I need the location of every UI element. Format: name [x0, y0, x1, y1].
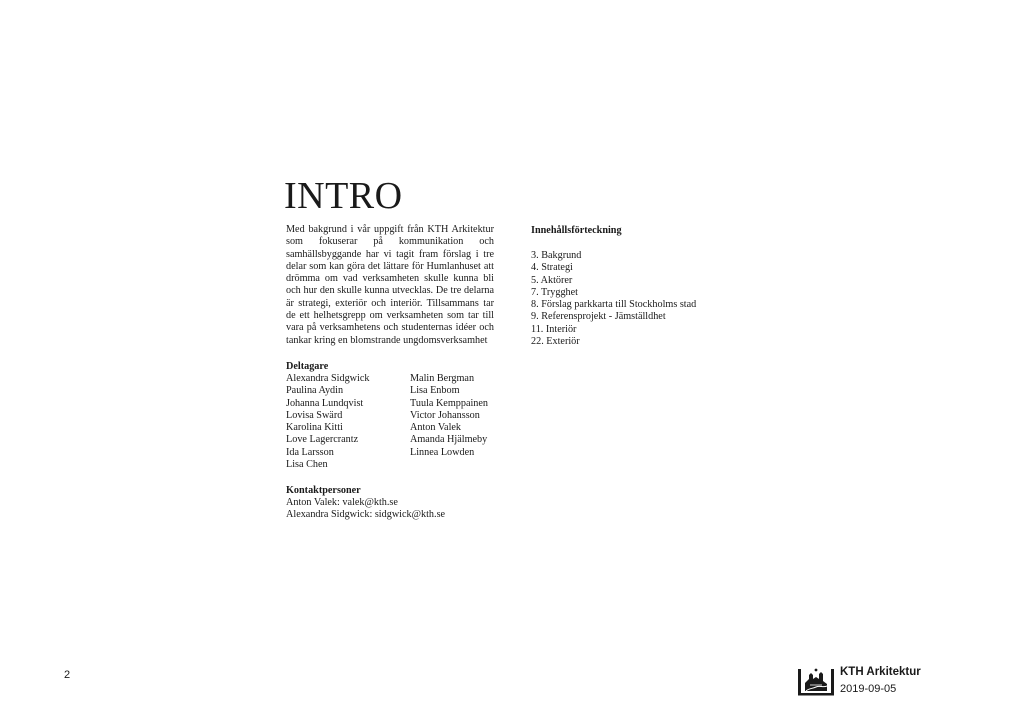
kth-logo-icon	[797, 665, 835, 697]
intro-paragraph: Med bakgrund i vår uppgift från KTH Arkitektur som fokuserar på kommunikation och samhällsbyggande har vi tagit fram förslag i tre delar som kan göra det lättare för Humlanhuset att drömma om vad verksamheten skulle kunna bli och hur den skulle kunna utvecklas. De tre delarna är strategi, exteriör och interiör. Tillsammans tar de ett helhetsgrepp om verksamheten som tar till vara på verksamhetens och studenternas idéer och tankar kring en blomstrande ungdomsverksamhet	[286, 224, 494, 346]
participant-name: Ida Larsson	[286, 446, 334, 458]
toc-item: 8. Förslag parkkarta till Stockholms stad	[531, 299, 697, 311]
participant-name: Lisa Enbom	[410, 385, 460, 397]
participants-column-1	[286, 373, 369, 471]
page-title: INTRO	[284, 175, 403, 217]
toc-item: 7. Trygghet	[531, 286, 578, 298]
toc-item: 22. Exteriör	[531, 336, 580, 348]
participant-name: Malin Bergman	[410, 373, 475, 384]
organization-name: KTH Arkitektur	[840, 666, 921, 678]
participant-name: Lisa Chen	[286, 459, 328, 471]
toc-item: 11. Interiör	[531, 323, 577, 335]
toc-item: 5. Aktörer	[531, 274, 573, 286]
participant-name: Amanda Hjälmeby	[410, 434, 488, 446]
toc-heading: Innehållsförteckning	[531, 225, 622, 236]
participant-name: Linnea Lowden	[410, 446, 475, 458]
toc-item: 3. Bakgrund	[531, 250, 582, 261]
participant-name: Karolina Kitti	[286, 422, 343, 434]
toc-item: 4. Strategi	[531, 262, 573, 274]
contact-item: Anton Valek: valek@kth.se	[286, 497, 398, 508]
participant-name: Paulina Aydin	[286, 385, 344, 397]
contacts-heading: Kontaktpersoner	[286, 485, 361, 496]
participant-name: Tuula Kemppainen	[410, 397, 489, 409]
participant-name: Lovisa Swärd	[286, 409, 343, 421]
page-number: 2	[64, 669, 71, 681]
toc-item: 9. Referensprojekt - Jämställdhet	[531, 311, 666, 323]
contacts-list	[286, 497, 445, 522]
participants-column-2	[410, 373, 488, 459]
participant-name: Johanna Lundqvist	[286, 397, 364, 409]
participant-name: Love Lagercrantz	[286, 434, 359, 446]
participant-name: Alexandra Sidgwick	[286, 373, 370, 384]
table-of-contents	[531, 250, 696, 348]
participant-name: Victor Johansson	[410, 409, 480, 421]
participants-heading: Deltagare	[286, 361, 329, 372]
footer-date: 2019-09-05	[840, 683, 897, 695]
participant-name: Anton Valek	[410, 422, 462, 434]
contact-item: Alexandra Sidgwick: sidgwick@kth.se	[286, 509, 446, 521]
